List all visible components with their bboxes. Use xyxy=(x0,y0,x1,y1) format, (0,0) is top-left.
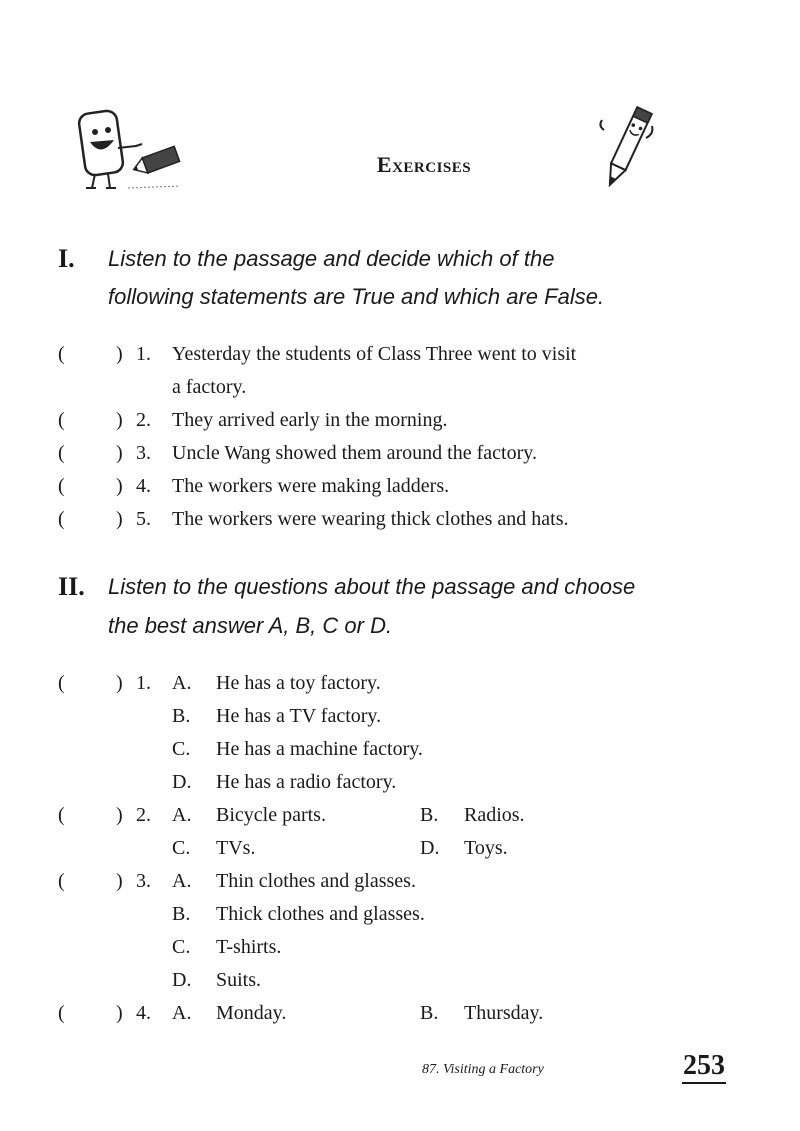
question-number: 3. xyxy=(136,870,151,892)
item-text-continued: a factory. xyxy=(172,376,247,398)
option-text: Suits. xyxy=(216,969,262,991)
mc-question-3 xyxy=(0,865,800,997)
option-text: TVs. xyxy=(216,837,256,859)
answer-paren-close: ) xyxy=(116,804,123,826)
answer-paren-open: ( xyxy=(58,870,65,892)
section-2-instruction-line1: Listen to the questions about the passage and choose xyxy=(108,574,636,599)
answer-paren-open: ( xyxy=(58,343,65,365)
answer-paren-close: ) xyxy=(116,508,123,530)
cartoon-eraser-pointing-icon xyxy=(70,100,195,195)
answer-paren-open: ( xyxy=(58,442,65,464)
item-text: Yesterday the students of Class Three went to visit xyxy=(172,343,577,365)
item-text: The workers were wearing thick clothes and hats. xyxy=(172,508,569,530)
answer-paren-open: ( xyxy=(58,508,65,530)
footer-chapter-title: 87. Visiting a Factory xyxy=(422,1062,544,1077)
section-2-instruction-line2: the best answer A, B, C or D. xyxy=(108,613,393,638)
tf-item-5 xyxy=(0,503,800,536)
page-number: 253 xyxy=(682,1050,726,1084)
option-letter: A. xyxy=(172,804,192,826)
option-letter: D. xyxy=(420,837,440,859)
option-text: Thursday. xyxy=(464,1002,544,1024)
section-1-number: I. xyxy=(58,244,75,273)
mc-question-1 xyxy=(0,667,800,799)
option-letter: D. xyxy=(172,969,192,991)
option-letter: C. xyxy=(172,936,191,958)
tf-item-1 xyxy=(0,338,800,404)
item-number: 5. xyxy=(136,508,151,530)
option-text: Radios. xyxy=(464,804,525,826)
option-text: He has a machine factory. xyxy=(216,738,423,760)
option-letter: D. xyxy=(172,771,192,793)
answer-paren-close: ) xyxy=(116,442,123,464)
item-number: 1. xyxy=(136,343,151,365)
option-text: Toys. xyxy=(464,837,508,859)
option-text: He has a toy factory. xyxy=(216,672,381,694)
option-text: He has a TV factory. xyxy=(216,705,382,727)
option-text: Monday. xyxy=(216,1002,287,1024)
tf-item-2 xyxy=(0,404,800,437)
option-letter: C. xyxy=(172,837,191,859)
answer-paren-close: ) xyxy=(116,343,123,365)
item-text: Uncle Wang showed them around the factory. xyxy=(172,442,537,464)
item-text: They arrived early in the morning. xyxy=(172,409,448,431)
answer-paren-close: ) xyxy=(116,672,123,694)
answer-paren-open: ( xyxy=(58,672,65,694)
question-number: 1. xyxy=(136,672,151,694)
tf-item-4 xyxy=(0,470,800,503)
option-letter: B. xyxy=(420,804,439,826)
option-letter: C. xyxy=(172,738,191,760)
section-2-number: II. xyxy=(58,572,85,601)
section-1-instruction-line1: Listen to the passage and decide which of the xyxy=(108,246,555,271)
item-text: The workers were making ladders. xyxy=(172,475,450,497)
question-number: 2. xyxy=(136,804,151,826)
answer-paren-open: ( xyxy=(58,475,65,497)
option-letter: A. xyxy=(172,1002,192,1024)
option-text: Thin clothes and glasses. xyxy=(216,870,416,892)
question-number: 4. xyxy=(136,1002,151,1024)
answer-paren-close: ) xyxy=(116,409,123,431)
option-text: T-shirts. xyxy=(216,936,282,958)
option-letter: A. xyxy=(172,870,192,892)
answer-paren-open: ( xyxy=(58,804,65,826)
mc-question-2 xyxy=(0,799,800,865)
option-text: He has a radio factory. xyxy=(216,771,397,793)
option-text: Thick clothes and glasses. xyxy=(216,903,425,925)
option-text: Bicycle parts. xyxy=(216,804,326,826)
option-letter: B. xyxy=(420,1002,439,1024)
answer-paren-close: ) xyxy=(116,475,123,497)
answer-paren-close: ) xyxy=(116,1002,123,1024)
item-number: 4. xyxy=(136,475,151,497)
section-1-instruction-line2: following statements are True and which are False. xyxy=(108,284,605,309)
option-letter: B. xyxy=(172,705,191,727)
mc-question-4 xyxy=(0,997,800,1030)
tf-item-3 xyxy=(0,437,800,470)
item-number: 3. xyxy=(136,442,151,464)
cartoon-pencil-icon xyxy=(590,100,660,195)
item-number: 2. xyxy=(136,409,151,431)
answer-paren-open: ( xyxy=(58,409,65,431)
option-letter: A. xyxy=(172,672,192,694)
answer-paren-close: ) xyxy=(116,870,123,892)
option-letter: B. xyxy=(172,903,191,925)
page-title: Exercises xyxy=(376,152,472,177)
answer-paren-open: ( xyxy=(58,1002,65,1024)
